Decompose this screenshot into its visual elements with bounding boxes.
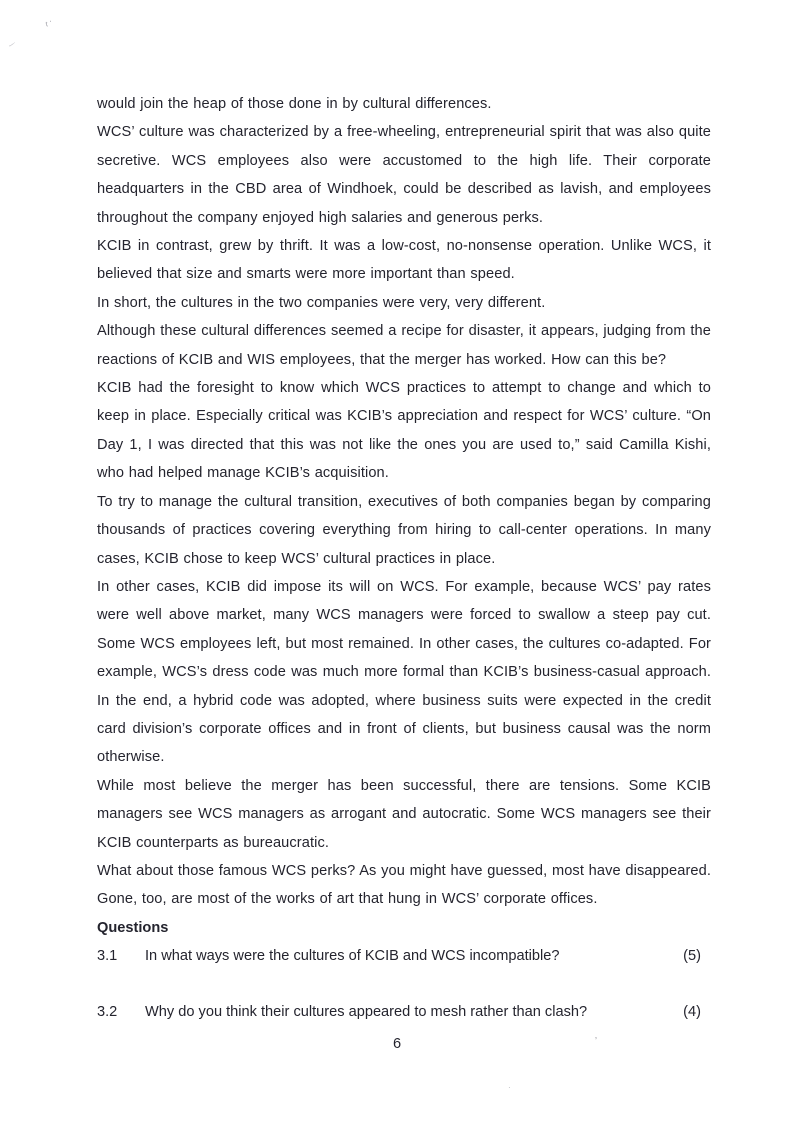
scan-speck-bottom: · <box>508 1083 511 1092</box>
question-number: 3.1 <box>97 948 118 965</box>
paragraph-2: WCS’ culture was characterized by a free-wheeling, entrepreneurial spirit that was also quite secretive. WCS employees also were accustomed to the high life. Their corporate headquarters in the CBD area of Windhoek, could be described as lavish, and employees throughout the company enjoyed high salaries and generous perks. <box>97 124 711 226</box>
question-text: In what ways were the cultures of KCIB and WCS incompatible? <box>145 948 560 965</box>
paragraph-5: Although these cultural differences seemed a recipe for disaster, it appears, judging from the reactions of KCIB and WIS employees, that the merger has worked. How can this be? <box>97 323 711 368</box>
question-marks: (5) <box>683 948 701 965</box>
questions-heading: Questions <box>97 919 169 936</box>
case-study-text <box>97 90 711 1026</box>
paragraph-7: To try to manage the cultural transition, executives of both companies began by comparing thousands of practices covering everything from hiring to call-center operations. In many cases, KCIB chose to keep WCS’ cultural practices in place. <box>97 493 711 567</box>
question-text: Why do you think their cultures appeared to mesh rather than clash? <box>145 1003 588 1020</box>
paragraph-8: In other cases, KCIB did impose its will on WCS. For example, because WCS’ pay rates were well above market, many WCS managers were forced to swallow a steep pay cut. Some WCS employees left, but most remained. In other cases, the cultures co-adapted. For example, WCS’s dress code was much more formal than KCIB’s business-casual approach. In the end, a hybrid code was adopted, where business suits were expected in the credit card division’s corporate offices and in front of clients, but business causal was the norm otherwise. <box>97 578 711 766</box>
paragraph-9: While most believe the merger has been successful, there are tensions. Some KCIB managers see WCS managers as arrogant and autocratic. Some WCS managers see their KCIB counterparts as bureaucratic. <box>97 777 711 851</box>
paragraph-6: KCIB had the foresight to know which WCS practices to attempt to change and which to keep in place. Especially critical was KCIB’s appreciation and respect for WCS’ culture. “On Day 1, I was directed that this was not like the ones you are used to,” said Camilla Kishi, who had helped manage KCIB’s acquisition. <box>97 380 711 482</box>
question-marks: (4) <box>683 1003 701 1020</box>
question-row-3-2 <box>97 998 711 1026</box>
paragraph-1: would join the heap of those done in by cultural differences. <box>97 96 492 112</box>
pen-mark-top-left: ᵗ˙ <box>44 19 57 32</box>
question-number: 3.2 <box>97 1003 118 1020</box>
paragraph-10: What about those famous WCS perks? As you might have guessed, most have disappeared. Gone, too, are most of the works of art that hung in WCS’ corporate offices. <box>97 862 711 908</box>
question-row-3-1 <box>97 942 711 970</box>
page-number: 6 <box>392 1036 402 1052</box>
paragraph-4: In short, the cultures in the two companies were very, very different. <box>97 294 546 311</box>
scan-speck-right: ʼ <box>595 1036 597 1046</box>
pen-mark-left-edge: ʲ <box>5 41 16 50</box>
paragraph-3: KCIB in contrast, grew by thrift. It was a low-cost, no-nonsense operation. Unlike WCS, it believed that size and smarts were more important than speed. <box>97 238 711 283</box>
